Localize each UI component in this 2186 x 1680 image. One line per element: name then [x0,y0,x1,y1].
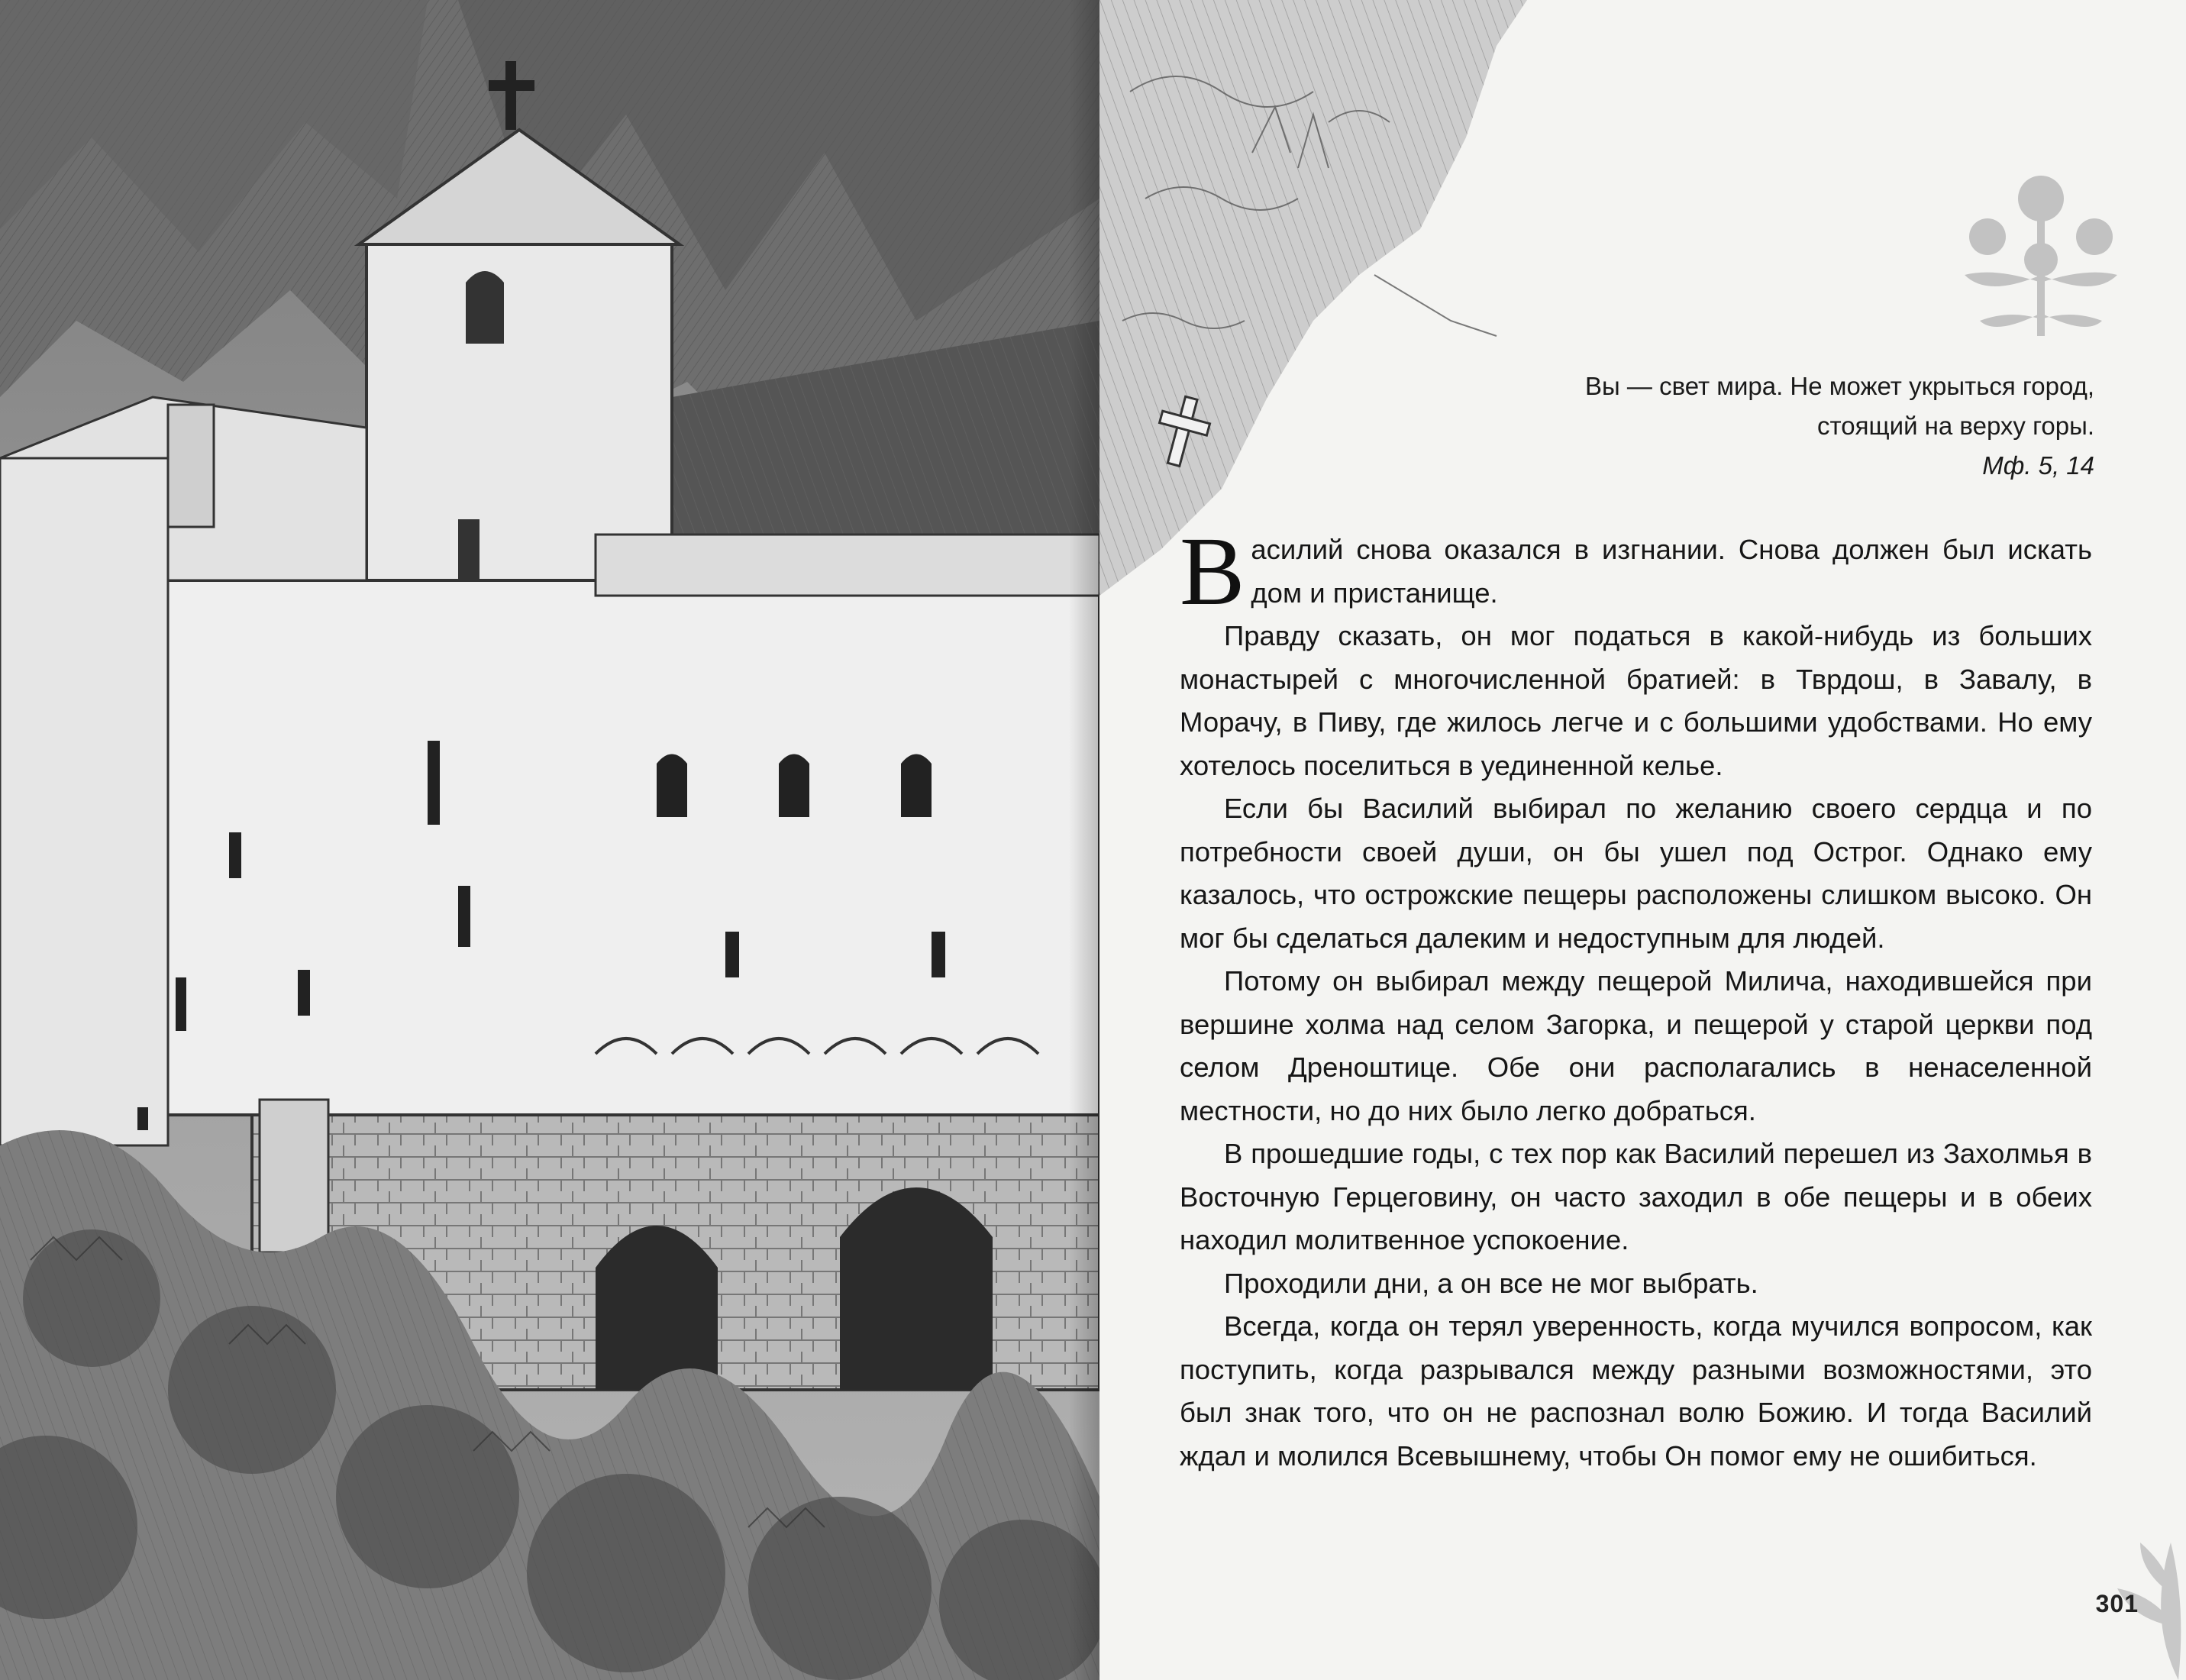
page-number: 301 [2095,1590,2139,1617]
paragraph-1 [1180,517,2092,625]
paragraph-2: Правду сказать, он мог податься в какой-нибудь из больших монастырей с многочисленной братией: в Тврдош, в Завалу, в Морачу, в Пиву, где жилось легче и с большими удобствами. Но ему хотелось поселиться в уединенной келье. [1180,620,2092,781]
paragraph-1-text: асилий снова оказался в изгнании. Снова должен был искать дом и пристанище. [1251,534,2092,609]
right-page [1099,0,2186,1680]
epigraph-reference: Мф. 5, 14 [1982,451,2094,480]
carnation-ornament-icon [1942,145,2140,351]
paragraph-5: В прошедшие годы, с тех пор как Василий перешел из Захолмья в Восточную Герцеговину, он часто заходил в обе пещеры и в обеих находил молитвенное успокоение. [1180,1138,2092,1255]
epigraph-line-2: стоящий на верху горы. [1817,412,2094,440]
paragraph-7: Всегда, когда он терял уверенность, когда мучился вопросом, как поступить, когда разрывался между разными возможностями, это был знак того, что он не распознал волю Божию. И тогда Василий ждал и молился Всевышнему, чтобы Он помог ему не ошибиться. [1180,1310,2092,1472]
epigraph-line-1: Вы — свет мира. Не может укрыться город, [1585,372,2094,400]
paragraph-4: Потому он выбирал между пещерой Милича, находившейся при вершине холма над селом Загорка, и пещерой у старой церкви под селом Дреноштице. Обе они располагались в ненаселенной местности, но до них было легко добраться. [1180,965,2092,1126]
drop-cap: В [1180,517,1245,625]
paragraph-6: Проходили дни, а он все не мог выбрать. [1224,1267,1758,1299]
paragraph-3: Если бы Василий выбирал по желанию своего сердца и по потребности своей души, он бы ушел под Острог. Однако ему казалось, что острожские пещеры расположены слишком высоко. Он мог бы сделаться далеким и недоступным для людей. [1180,793,2092,954]
epigraph [1407,367,2094,486]
chapter-body-text [1180,517,2092,1478]
